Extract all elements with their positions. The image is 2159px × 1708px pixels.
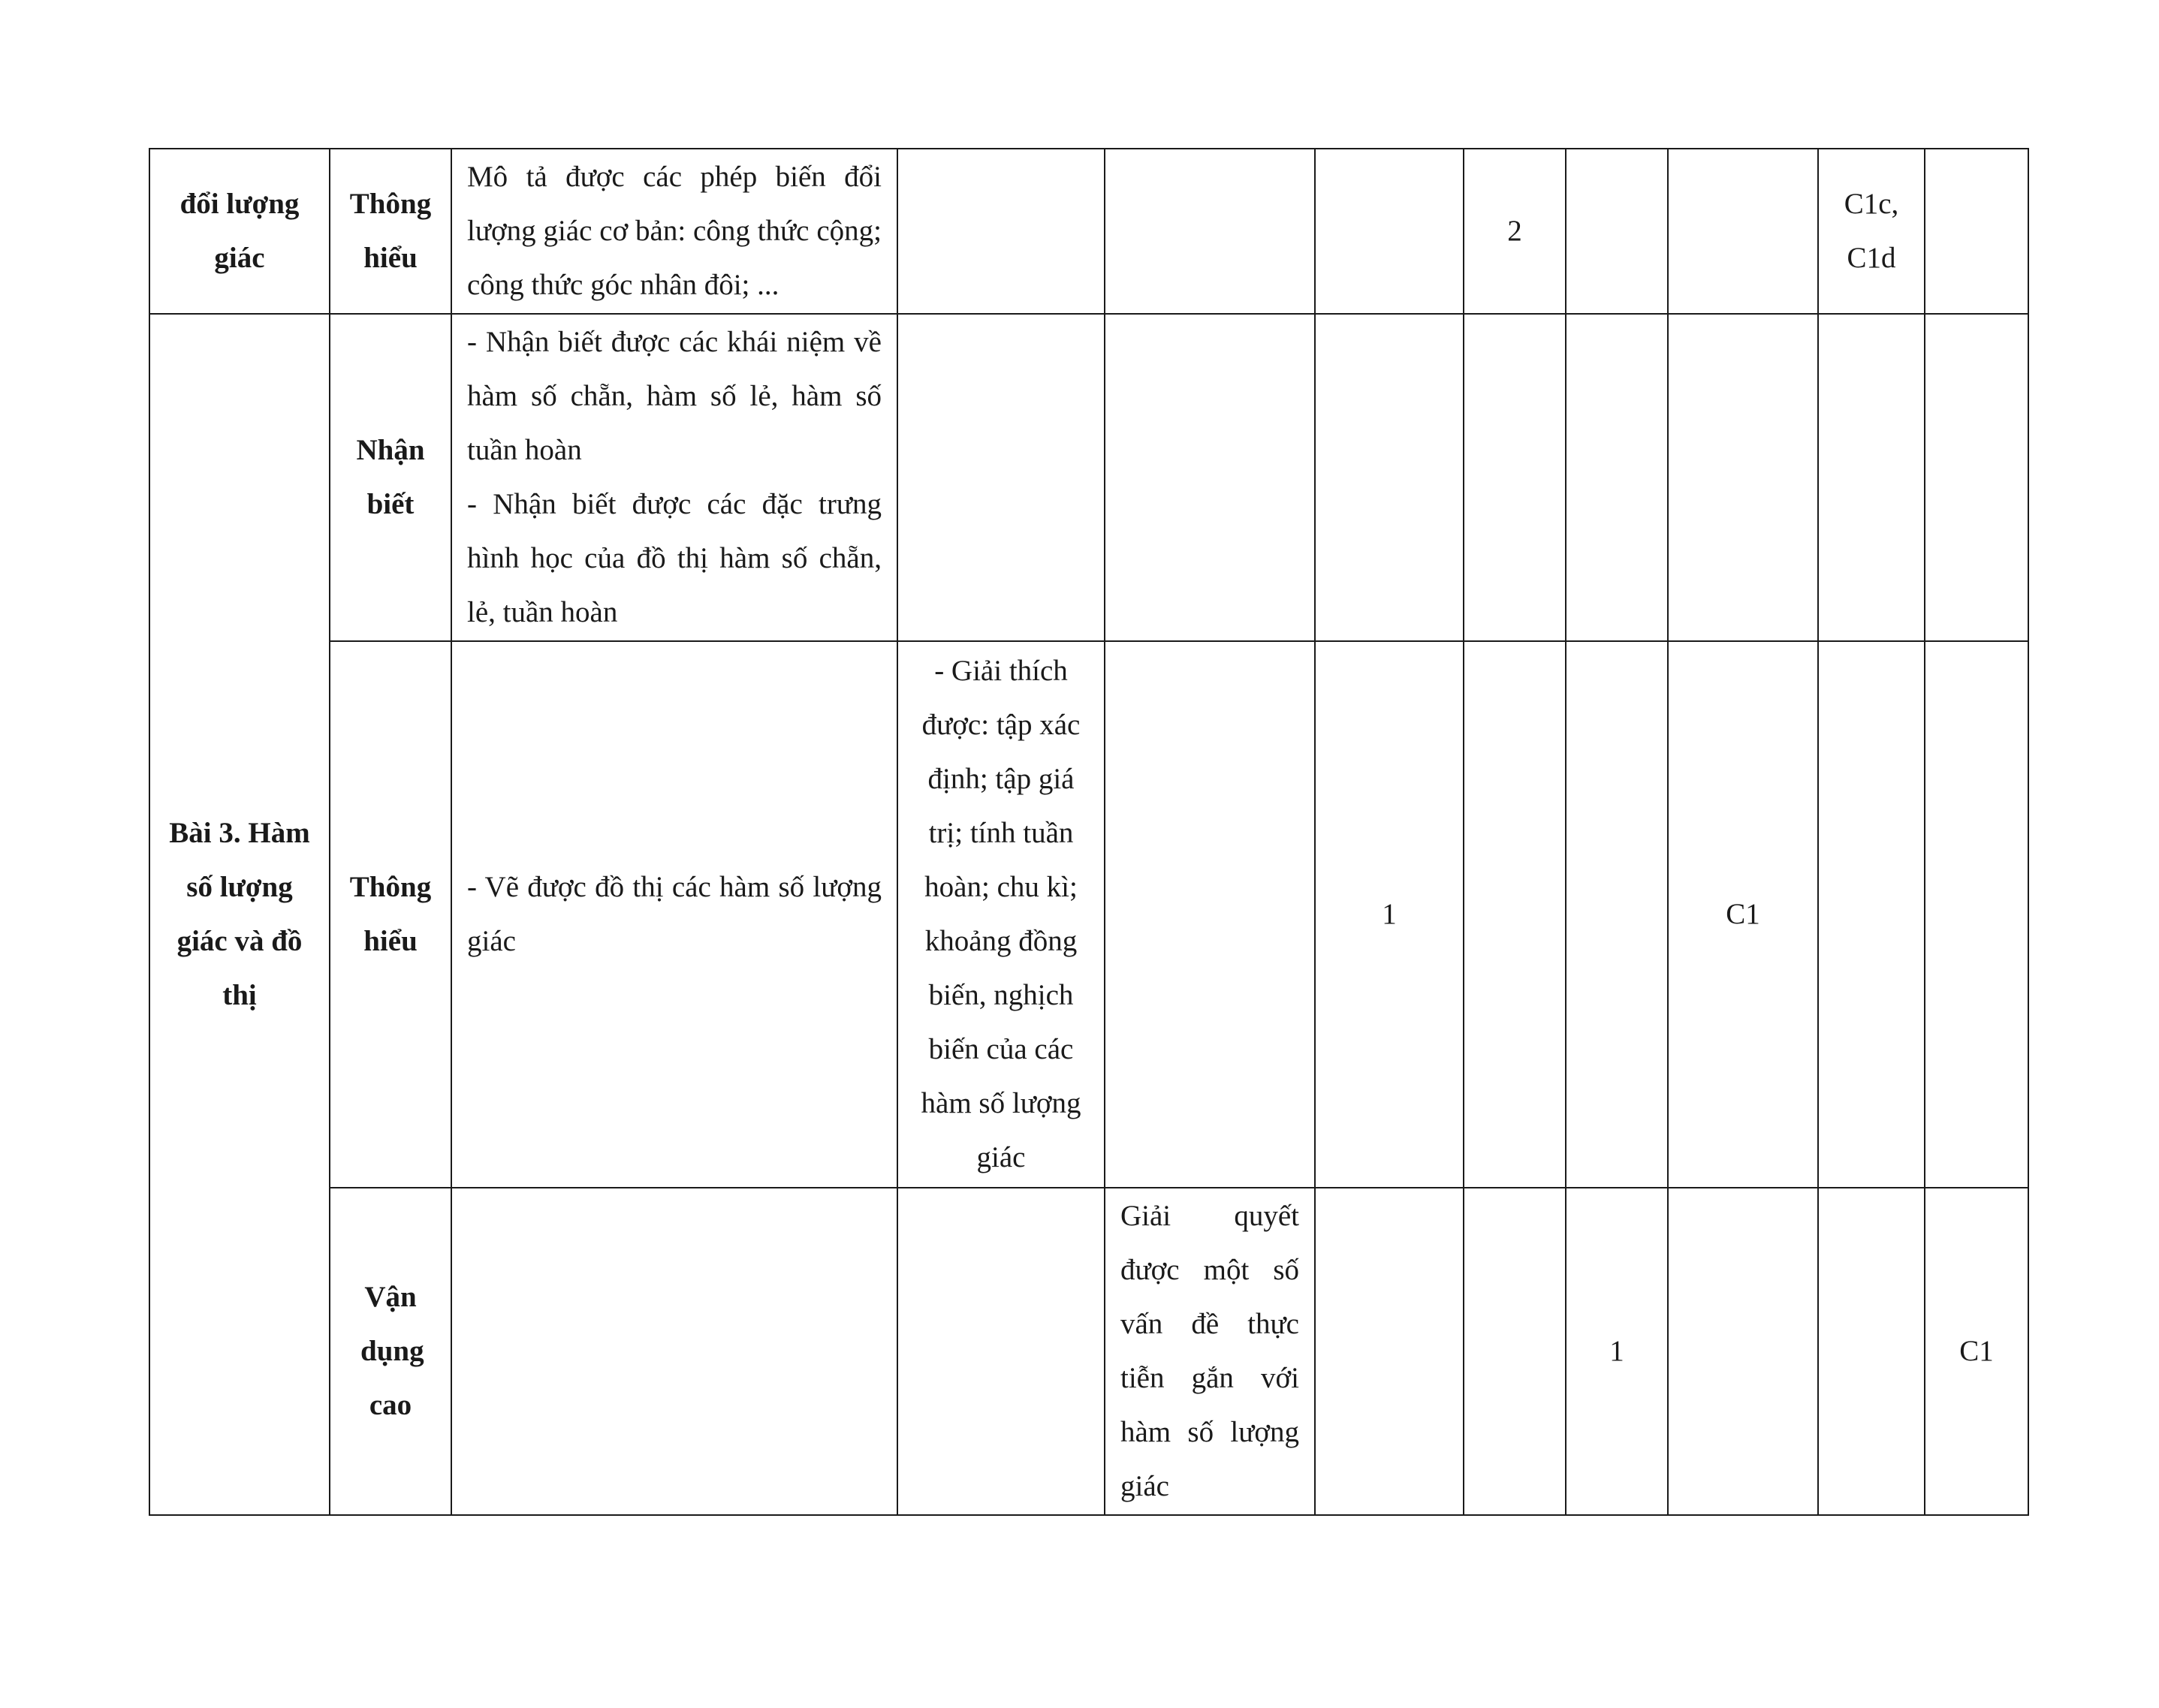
question-2-cell bbox=[1818, 641, 1925, 1188]
description-line: - Vẽ được đồ thị các hàm số lượng giác bbox=[467, 871, 882, 957]
question-3-cell bbox=[1925, 641, 2028, 1188]
level-cell: Nhận biết bbox=[330, 314, 451, 641]
count-3-cell bbox=[1566, 149, 1668, 314]
question-3-cell bbox=[1925, 314, 2028, 641]
assessment-matrix-table bbox=[149, 148, 2029, 1516]
count-3-cell bbox=[1566, 314, 1668, 641]
question-1-cell bbox=[1668, 1188, 1818, 1515]
description-cell bbox=[451, 1188, 897, 1515]
description-cell bbox=[451, 149, 897, 314]
level-cell: Vận dụng cao bbox=[330, 1188, 451, 1515]
description-line: - Nhận biết được các khái niệm về hàm số chẵn, hàm số lẻ, hàm số tuần hoàn bbox=[467, 326, 882, 466]
count-2-cell bbox=[1464, 1188, 1566, 1515]
cell-col-b bbox=[1105, 149, 1315, 314]
table-row bbox=[149, 314, 2028, 641]
count-3-cell bbox=[1566, 641, 1668, 1188]
question-2-cell: C1c, C1d bbox=[1818, 149, 1925, 314]
question-1-cell: C1 bbox=[1668, 641, 1818, 1188]
level-cell: Thông hiểu bbox=[330, 149, 451, 314]
description-line: - Nhận biết được các đặc trưng hình học của đồ thị hàm số chẵn, lẻ, tuần hoàn bbox=[467, 488, 882, 628]
count-1-cell: 1 bbox=[1315, 641, 1464, 1188]
level-cell: Thông hiểu bbox=[330, 641, 451, 1188]
count-2-cell: 2 bbox=[1464, 149, 1566, 314]
table-row bbox=[149, 149, 2028, 314]
cell-col-a bbox=[897, 1188, 1105, 1515]
count-2-cell bbox=[1464, 641, 1566, 1188]
description-line: Mô tả được các phép biến đổi lượng giác cơ bản: công thức cộng; công thức góc nhân đôi; ... bbox=[467, 161, 882, 301]
cell-col-a: - Giải thích được: tập xác định; tập giá trị; tính tuần hoàn; chu kì; khoảng đồng biến, nghịch biến của các hàm số lượng giác bbox=[897, 641, 1105, 1188]
question-1-cell bbox=[1668, 149, 1818, 314]
question-3-cell: C1 bbox=[1925, 1188, 2028, 1515]
count-1-cell bbox=[1315, 149, 1464, 314]
count-2-cell bbox=[1464, 314, 1566, 641]
cell-col-b bbox=[1105, 641, 1315, 1188]
lesson-cell: Bài 3. Hàm số lượng giác và đồ thị bbox=[149, 314, 330, 1515]
cell-col-b: Giải quyết được một số vấn đề thực tiễn gắn với hàm số lượng giác bbox=[1105, 1188, 1315, 1515]
table-row bbox=[149, 1188, 2028, 1515]
question-3-cell bbox=[1925, 149, 2028, 314]
table-row bbox=[149, 641, 2028, 1188]
count-1-cell bbox=[1315, 314, 1464, 641]
count-3-cell: 1 bbox=[1566, 1188, 1668, 1515]
cell-col-a bbox=[897, 314, 1105, 641]
question-1-cell bbox=[1668, 314, 1818, 641]
description-cell bbox=[451, 314, 897, 641]
lesson-cell: đổi lượng giác bbox=[149, 149, 330, 314]
cell-col-a bbox=[897, 149, 1105, 314]
cell-col-b bbox=[1105, 314, 1315, 641]
question-2-cell bbox=[1818, 314, 1925, 641]
count-1-cell bbox=[1315, 1188, 1464, 1515]
description-cell bbox=[451, 641, 897, 1188]
question-2-cell bbox=[1818, 1188, 1925, 1515]
